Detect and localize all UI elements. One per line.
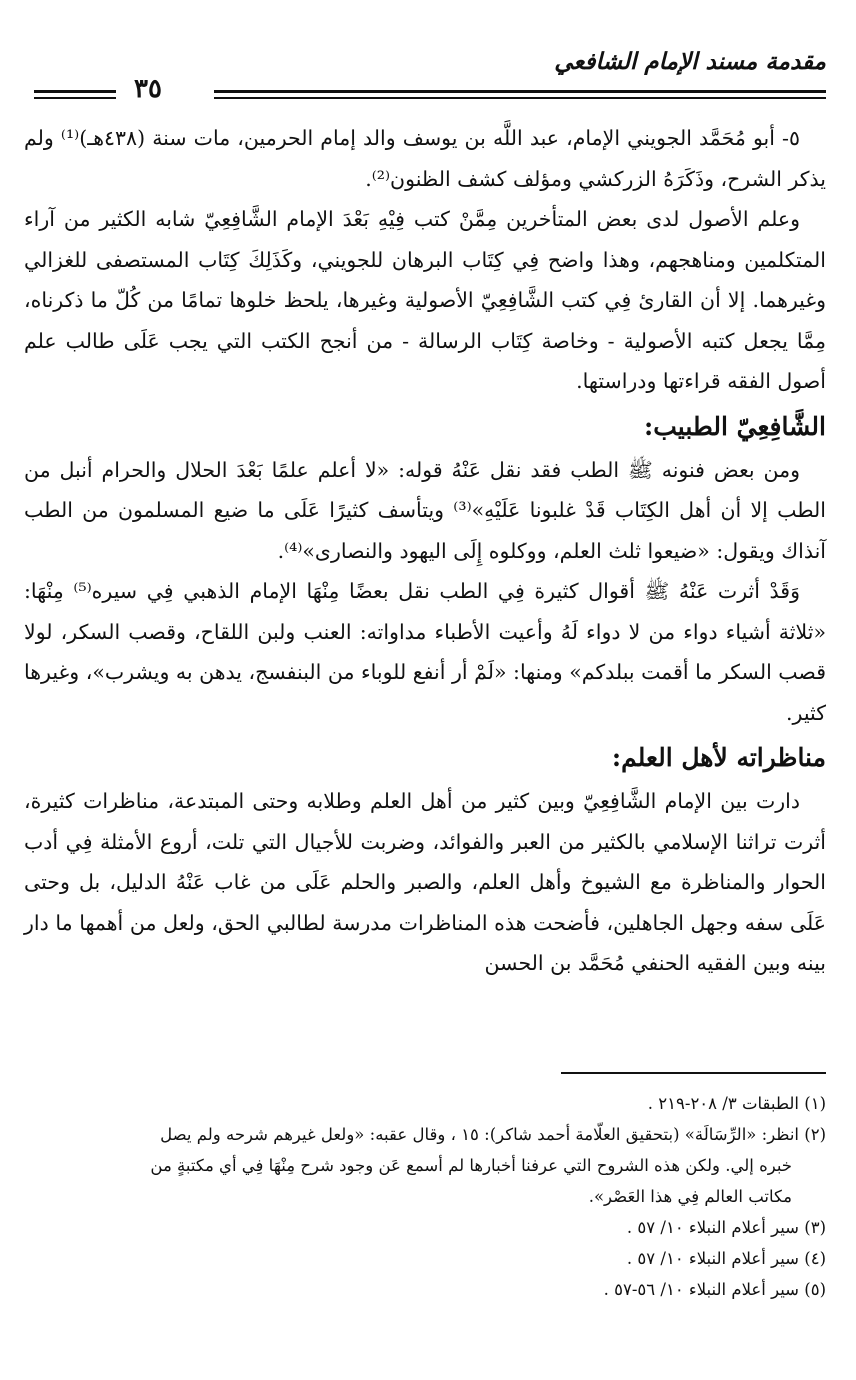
- paragraph-juwayni: ٥- أبو مُحَمَّد الجويني الإمام، عبد اللَّه بن يوسف والد إمام الحرمين، مات سنة (٤٣٨هـ)⁽¹⁾ ولم يذكر الشرح، وذَكَرَهُ الزركشي ومؤلف كشف الظنون⁽²⁾.: [24, 126, 826, 191]
- paragraph-medicine-sayings: وَقَدْ أثرت عَنْهُ ﷺ أقوال كثيرة فِي الطب نقل بعضًا مِنْهَا الإمام الذهبي فِي سيره⁽⁵⁾ مِنْهَا: «ثلاثة أشياء دواء من لا دواء لَهُ وأعيت الأطباء مداواته: العنب ولبن اللقاح، وقصب السكر، لولا قصب السكر ما أقمت ببلدكم» ومنها: «لَمْ أر أنفع للوباء من البنفسج، يدهن به ويشرب»، وغيرها كثير.: [24, 579, 826, 725]
- footnote-3: (٣) سير أعلام النبلاء ١٠/ ٥٧ .: [626, 1218, 826, 1237]
- paragraph-debates: دارت بين الإمام الشَّافِعِيّ وبين كثير من أهل العلم وطلابه وحتى المبتدعة، مناظرات كثيرة، أثرت تراثنا الإسلامي بالكثير من العبر والفوائد، وضربت للأجيال التي تلت، أروع الأمثلة فِي أدب الحوار والمناظرة مع الشيوخ وأهل العلم، والصبر والحلم عَلَى من غاب عَنْهُ الدليل، بل وحتى عَلَى سفه وجهل الجاهلين، فأضحت هذه المناظرات مدرسة لطالبي الحق، ولعل من أهمها ما دار بينه وبين الفقيه الحنفي مُحَمَّد بن الحسن: [24, 789, 826, 975]
- footnote-separator: [561, 1072, 826, 1074]
- header-double-rule: [214, 90, 826, 99]
- running-header-title: مقدمة مسند الإمام الشافعي: [554, 48, 826, 75]
- footnote-2-end: مكاتب العالم فِي هذا العَصْر».: [588, 1187, 792, 1206]
- paragraph-usul: وعلم الأصول لدى بعض المتأخرين مِمَّنْ كتب فِيْهِ بَعْدَ الإمام الشَّافِعِيّ شابه الكثير من آراء المتكلمين ومناهجهم، وهذا واضح فِي كِتَاب البرهان للجويني، وكَذَلِكَ كِتَاب المستصفى للغزالي وغيرهما. إلا أن القارئ فِي كتب الشَّافِعِيّ الأصولية وغيرها، يلحظ خلوها تمامًا من كُلّ ما ذكرناه، مِمَّا يجعل كتبه الأصولية - وخاصة كِتَاب الرسالة - من أنجح الكتب التي يجب عَلَى طالب علم أصول الفقه قراءتها ودراستها.: [24, 207, 826, 393]
- page-number: ٣٥: [134, 74, 162, 104]
- footnote-5: (٥) سير أعلام النبلاء ١٠/ ٥٦-٥٧ .: [603, 1280, 826, 1299]
- footnote-2-continued: خبره إلي. ولكن هذه الشروح التي عرفنا أخبارها لم أسمع عَن وجود شرح مِنْهَا فِي أي مكتبةٍ من: [150, 1156, 792, 1175]
- paragraph-medicine-quote: ومن بعض فنونه ﷺ الطب فقد نقل عَنْهُ قوله: «لا أعلم علمًا بَعْدَ الحلال والحرام أنبل من الطب إلا أن أهل الكِتَاب قَدْ غلبونا عَلَيْهِ»⁽³⁾ ويتأسف كثيرًا عَلَى ما ضيع المسلمون من الطب آنذاك ويقول: «ضيعوا ثلث العلم، ووكلوه إِلَى اليهود والنصارى»⁽⁴⁾.: [24, 457, 827, 563]
- section-heading-medicine: الشَّافِعِيّ الطبيب:: [644, 411, 826, 441]
- footnote-1: (١) الطبقات ٣/ ٢٠٨-٢١٩ .: [647, 1094, 826, 1113]
- footnote-2: (٢) انظر: «الرِّسَالَة» (بتحقيق العلّامة أحمد شاكر): ١٥ ، وقال عقبه: «ولعل غيرهم شرحه ولم يصل: [160, 1125, 826, 1144]
- footnotes: [24, 1088, 826, 1305]
- section-heading-debates: مناظراته لأهل العلم:: [611, 743, 826, 772]
- footnote-4: (٤) سير أعلام النبلاء ١٠/ ٥٧ .: [626, 1249, 826, 1268]
- main-text: [24, 118, 826, 984]
- header-short-rule: [34, 90, 116, 99]
